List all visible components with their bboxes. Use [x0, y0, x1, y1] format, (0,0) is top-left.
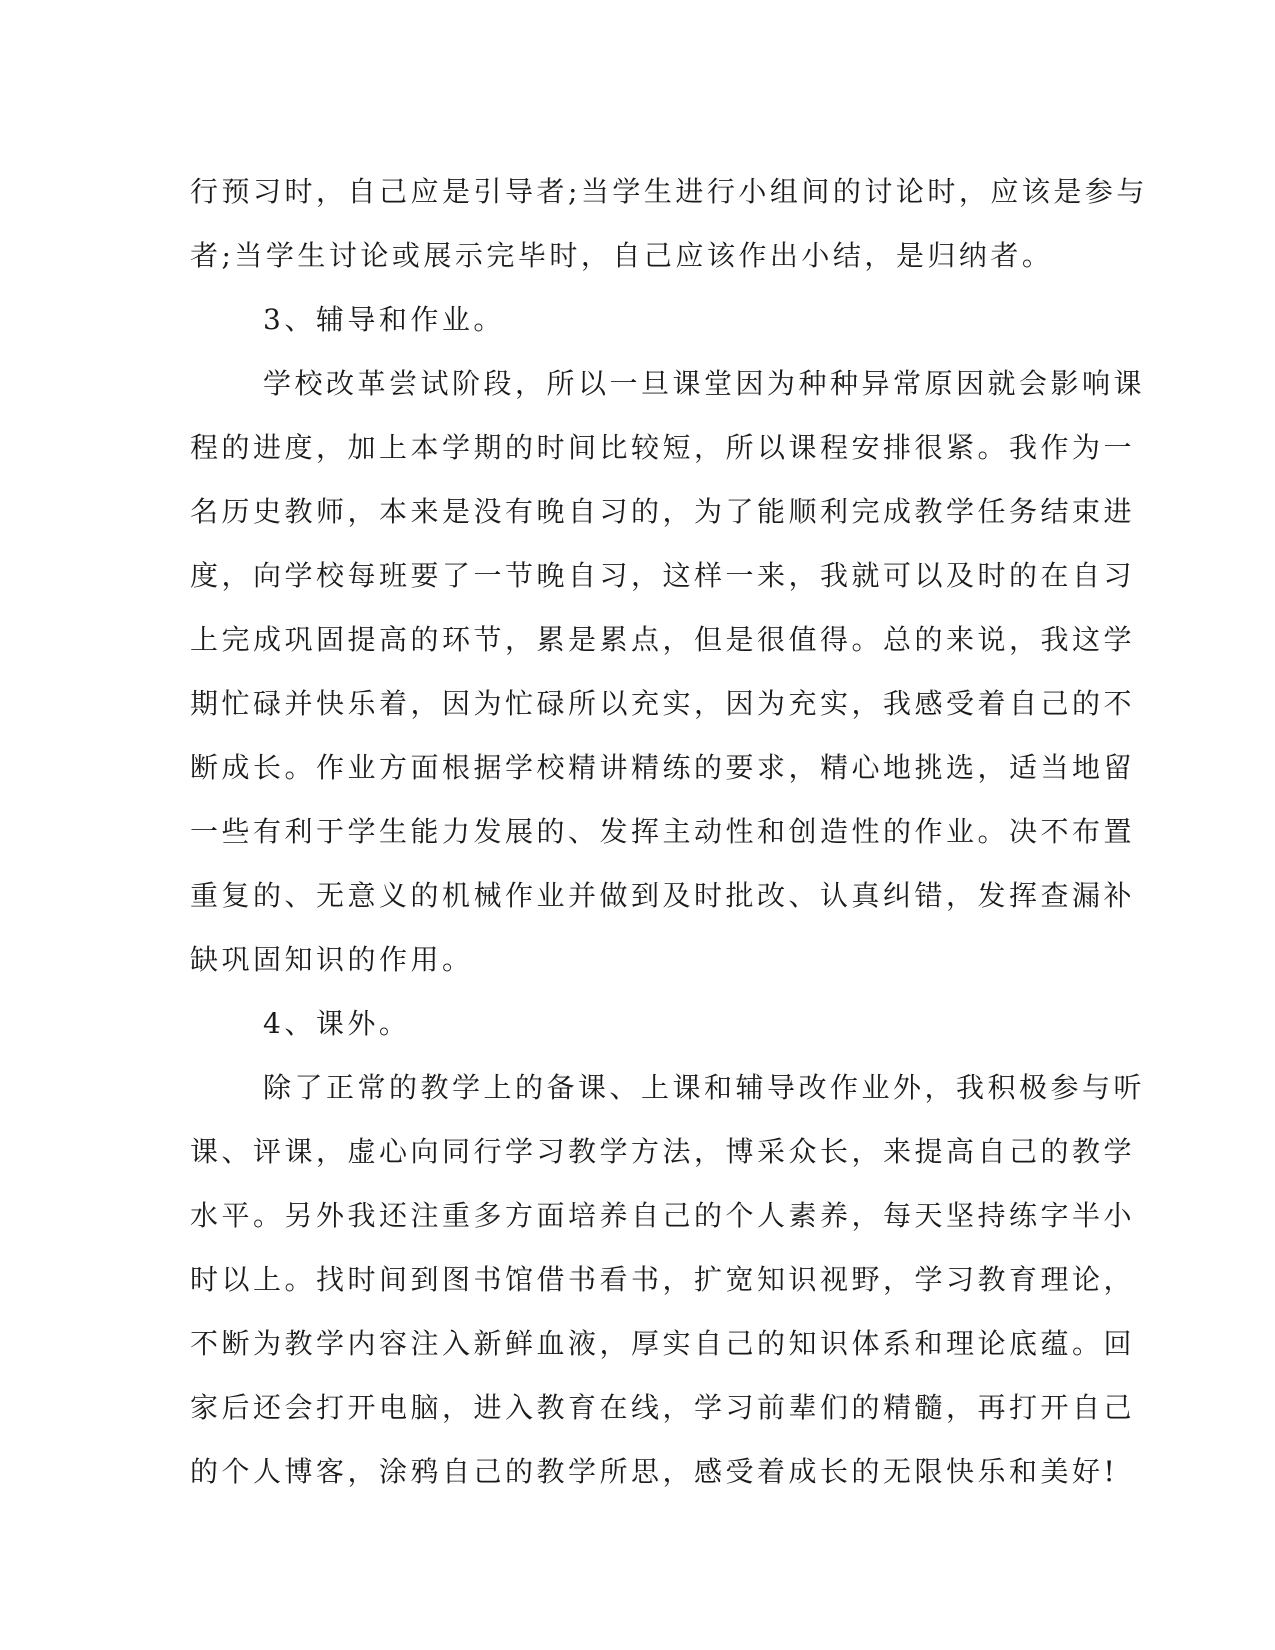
text-line: 期忙碌并快乐着，因为忙碌所以充实，因为充实，我感受着自己的不 — [190, 687, 1136, 720]
section-heading-3: 3、辅导和作业。 — [263, 303, 505, 336]
text-line: 除了正常的教学上的备课、上课和辅导改作业外，我积极参与听 — [263, 1071, 1146, 1104]
text-line: 家后还会打开电脑，进入教育在线，学习前辈们的精髓，再打开自己 — [190, 1391, 1136, 1424]
text-line: 不断为教学内容注入新鲜血液，厚实自己的知识体系和理论底蕴。回 — [190, 1327, 1136, 1360]
text-line: 度，向学校每班要了一节晚自习，这样一来，我就可以及时的在自习 — [190, 559, 1136, 592]
section-heading-4: 4、课外。 — [263, 1007, 411, 1040]
text-line: 一些有利于学生能力发展的、发挥主动性和创造性的作业。决不布置 — [190, 815, 1136, 848]
text-line: 程的进度，加上本学期的时间比较短，所以课程安排很紧。我作为一 — [190, 431, 1136, 464]
text-line: 断成长。作业方面根据学校精讲精练的要求，精心地挑选，适当地留 — [190, 751, 1136, 784]
text-line: 上完成巩固提高的环节，累是累点，但是很值得。总的来说，我这学 — [190, 623, 1136, 656]
text-line: 者;当学生讨论或展示完毕时，自己应该作出小结，是归纳者。 — [190, 239, 1054, 272]
text-line: 时以上。找时间到图书馆借书看书，扩宽知识视野，学习教育理论， — [190, 1263, 1136, 1296]
document-body — [190, 160, 1148, 1504]
text-line: 行预习时，自己应是引导者;当学生进行小组间的讨论时，应该是参与 — [190, 175, 1148, 208]
text-line: 名历史教师，本来是没有晚自习的，为了能顺利完成教学任务结束进 — [190, 495, 1136, 528]
text-line: 水平。另外我还注重多方面培养自己的个人素养，每天坚持练字半小 — [190, 1199, 1136, 1232]
text-line: 课、评课，虚心向同行学习教学方法，博采众长，来提高自己的教学 — [190, 1135, 1136, 1168]
text-line: 缺巩固知识的作用。 — [190, 943, 474, 976]
text-line: 的个人博客，涂鸦自己的教学所思，感受着成长的无限快乐和美好! — [190, 1455, 1119, 1488]
text-line: 重复的、无意义的机械作业并做到及时批改、认真纠错，发挥查漏补 — [190, 879, 1136, 912]
text-line: 学校改革尝试阶段，所以一旦课堂因为种种异常原因就会影响课 — [263, 367, 1146, 400]
